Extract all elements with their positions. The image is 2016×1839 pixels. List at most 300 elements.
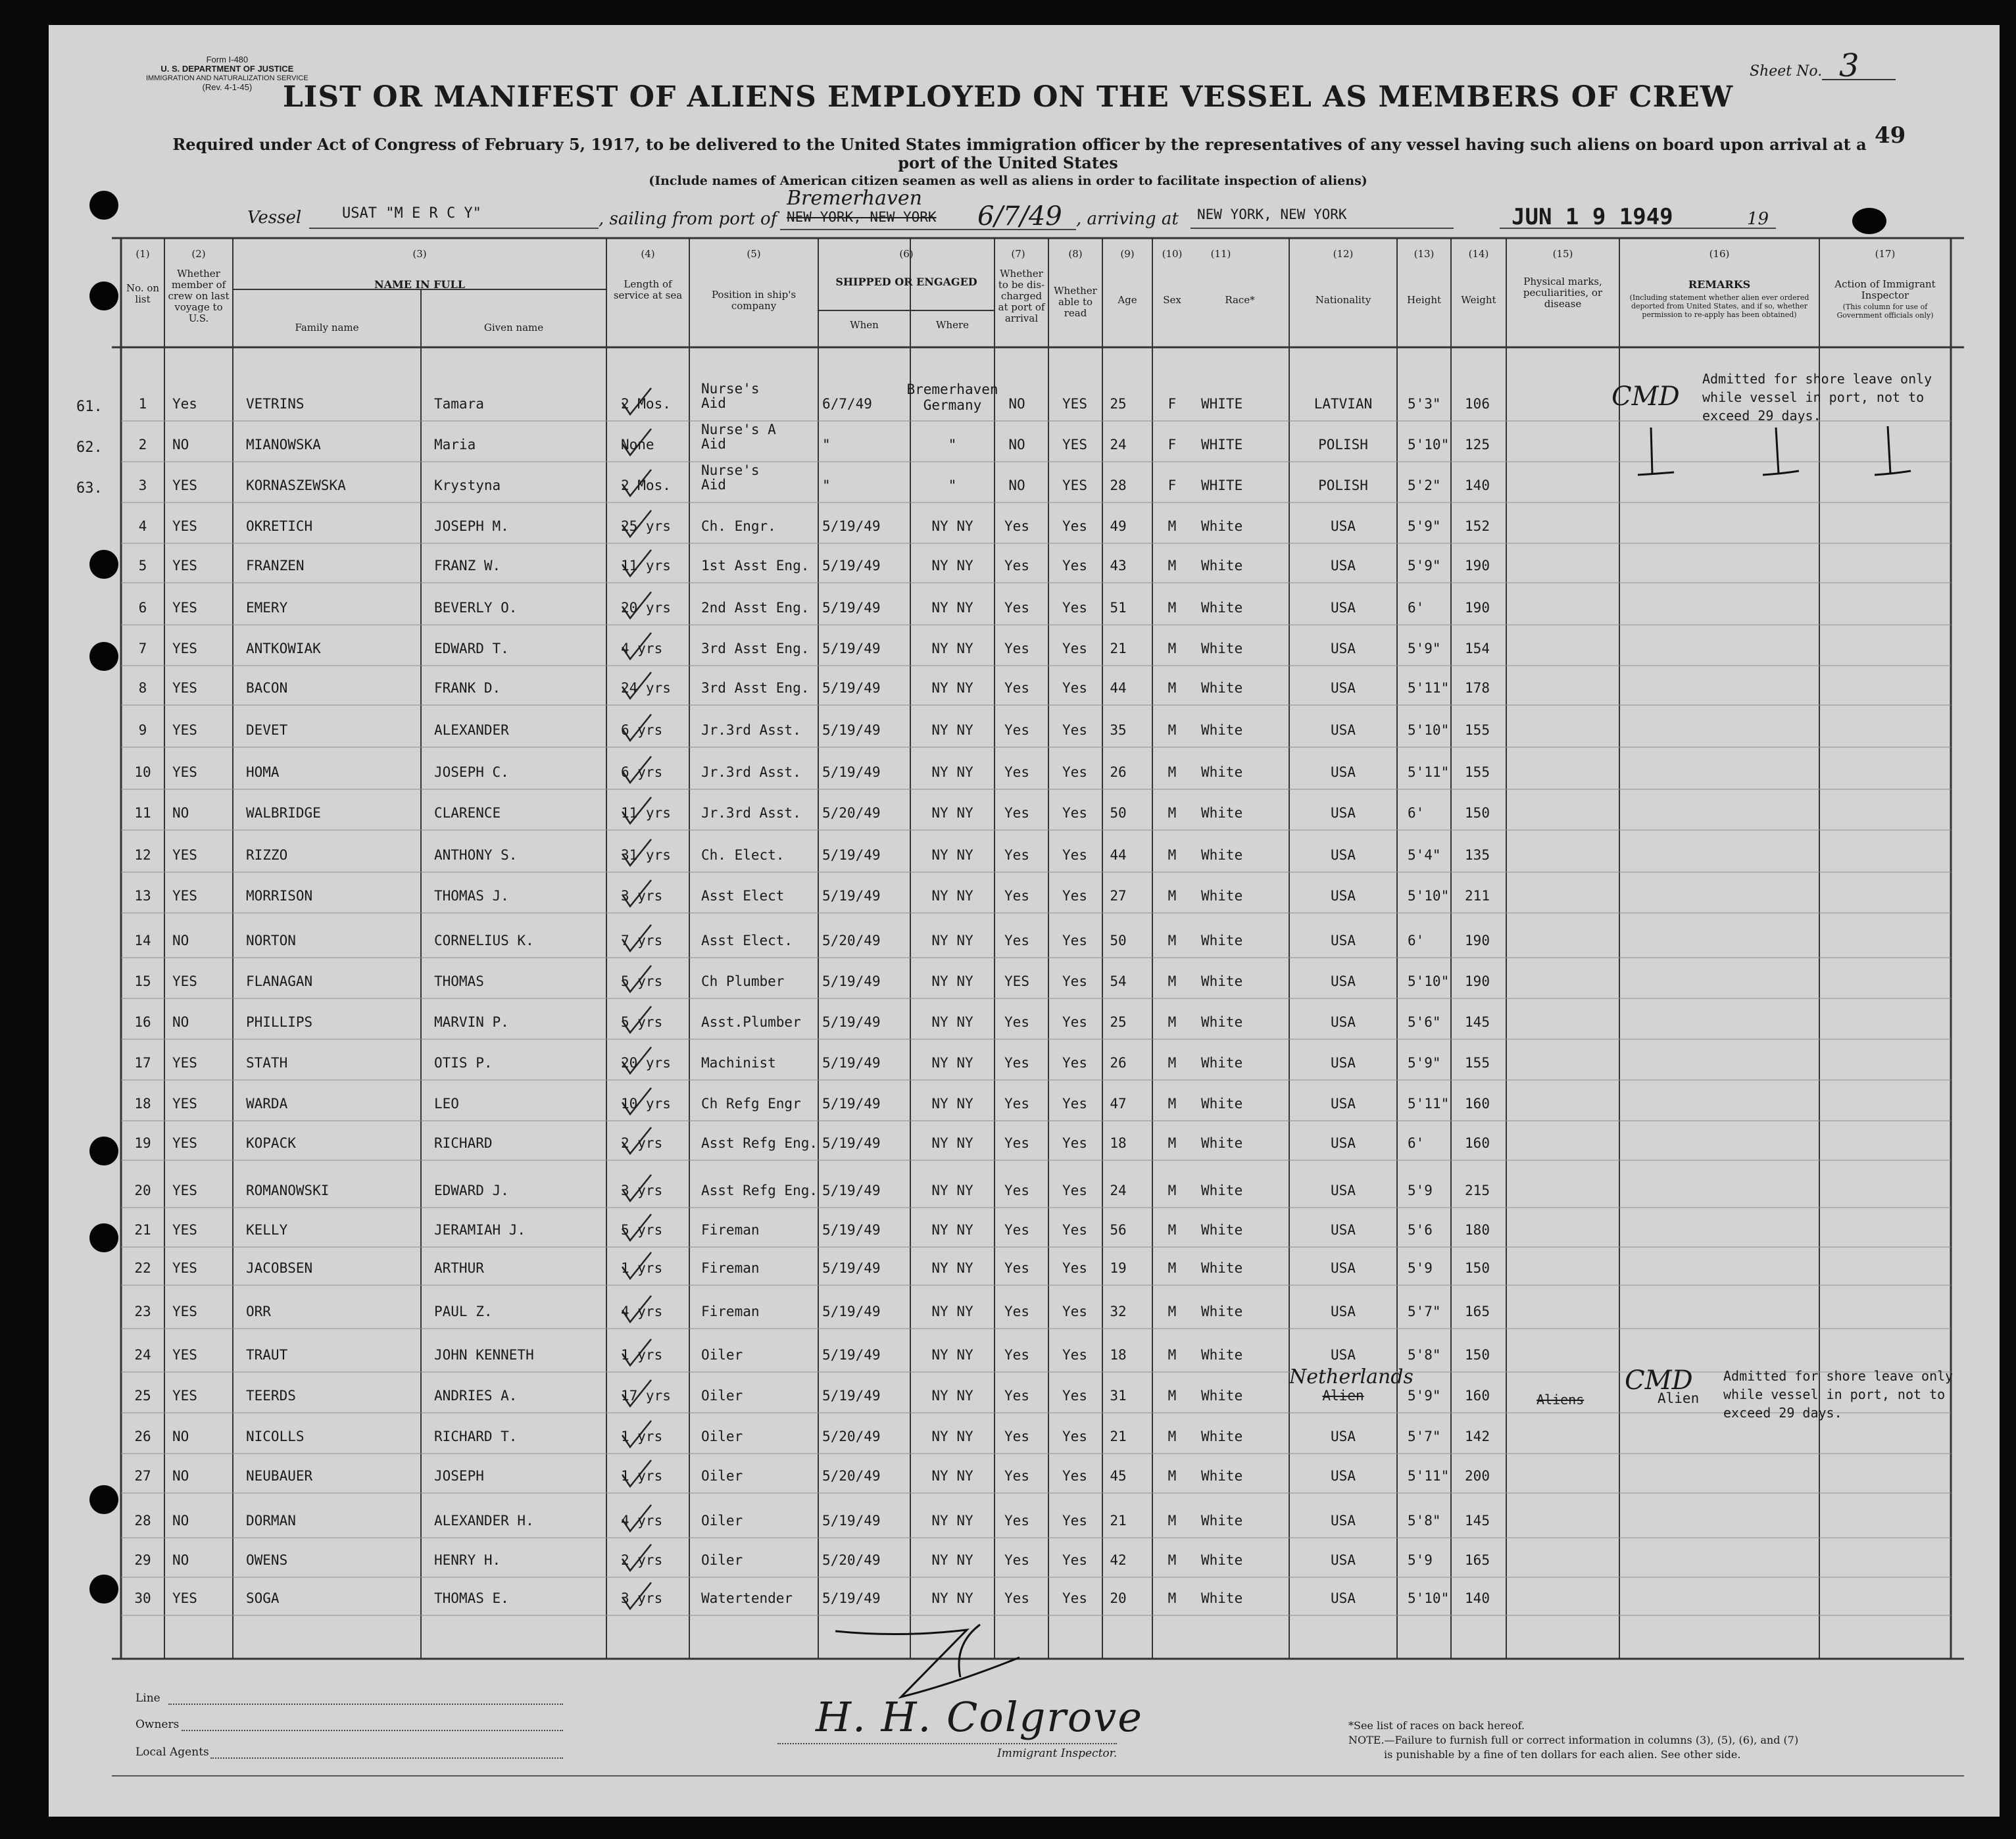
cell-discharged: Yes [1004, 1590, 1029, 1606]
cell-prev: YES [172, 1260, 197, 1276]
cell-no: 26 [134, 1429, 151, 1444]
cell-service: 24 yrs [621, 680, 671, 696]
cell-age: 49 [1110, 518, 1127, 534]
cell-height: 5'6" [1408, 1014, 1441, 1030]
cell-nationality: POLISH [1318, 478, 1368, 493]
cell-service: 1 yrs [621, 1468, 663, 1484]
cell-nationality: USA [1331, 973, 1356, 989]
cell-when: 5/19/49 [822, 722, 881, 738]
cell-nationality: USA [1331, 1135, 1356, 1151]
cell-discharged: Yes [1004, 518, 1029, 534]
cell-height: 5'11" [1408, 680, 1450, 696]
cell-no: 1 [138, 396, 147, 412]
cell-given: FRANK D. [434, 680, 501, 696]
cell-prev: YES [172, 1183, 197, 1198]
cell-weight: 165 [1465, 1552, 1490, 1568]
line-label: Line [135, 1692, 160, 1705]
cell-position: Ch. Elect. [701, 847, 785, 863]
cell-where: NY NY [931, 1347, 973, 1363]
cell-prev: YES [172, 888, 197, 904]
cell-discharged: Yes [1004, 600, 1029, 616]
cell-service: None [621, 437, 654, 453]
column-number: (10) [1162, 248, 1183, 260]
cell-nationality: USA [1331, 1513, 1356, 1529]
cell-prev: NO [172, 437, 189, 453]
cell-given: EDWARD T. [434, 641, 509, 656]
cell-age: 21 [1110, 1513, 1127, 1529]
margin-number: 62. [76, 439, 103, 456]
cell-sex: F [1168, 437, 1177, 453]
cell-sex: M [1168, 1183, 1177, 1198]
cell-weight: 150 [1465, 1347, 1490, 1363]
department: U. S. DEPARTMENT OF JUSTICE [160, 64, 294, 74]
cell-given: JOSEPH C. [434, 764, 509, 780]
cell-position: Fireman [701, 1304, 760, 1319]
cell-no: 2 [138, 437, 147, 453]
header-family-name: Family name [295, 322, 359, 333]
cell-prev: YES [172, 1347, 197, 1363]
cell-weight: 178 [1465, 680, 1490, 696]
cell-discharged: Yes [1004, 1014, 1029, 1030]
cell-no: 3 [138, 478, 147, 493]
cell-family: DEVET [246, 722, 288, 738]
column-number: (6) [899, 248, 914, 260]
cell-weight: 145 [1465, 1513, 1490, 1529]
cell-family: JACOBSEN [246, 1260, 313, 1276]
cell-where: NY NY [931, 1183, 973, 1198]
header-when: When [850, 319, 879, 331]
cell-position: 1st Asst Eng. [701, 558, 810, 574]
cell-read: Yes [1062, 1388, 1087, 1404]
cell-discharged: Yes [1004, 1468, 1029, 1484]
header-remarks-sub: (Including statement whether alien ever ordered deported from United States, and if so, whether permission to re-apply has been obtained) [1629, 293, 1809, 319]
cell-height: 6' [1408, 1135, 1425, 1151]
cell-sex: M [1168, 1513, 1177, 1529]
header-height: Height [1406, 294, 1442, 306]
cell-family: WARDA [246, 1096, 288, 1112]
inspector-label: Immigrant Inspector. [997, 1747, 1118, 1760]
cell-discharged: Yes [1004, 1135, 1029, 1151]
cell-prev: YES [172, 1135, 197, 1151]
cell-family: SOGA [246, 1590, 280, 1606]
cell-family: FRANZEN [246, 558, 305, 574]
cell-age: 56 [1110, 1222, 1127, 1238]
cell-weight: 160 [1465, 1135, 1490, 1151]
cell-no: 21 [134, 1222, 151, 1238]
port-handwritten: Bremerhaven [787, 187, 922, 210]
cell-age: 50 [1110, 805, 1127, 821]
cell-when: 5/19/49 [822, 1222, 881, 1238]
cell-height: 5'9" [1408, 518, 1441, 534]
cell-when: 5/19/49 [822, 973, 881, 989]
cell-given: LEO [434, 1096, 459, 1112]
cell-where: NY NY [931, 1513, 973, 1529]
cell-discharged: Yes [1004, 1096, 1029, 1112]
cell-height: 5'9" [1408, 1055, 1441, 1071]
cell-nationality: USA [1331, 1260, 1356, 1276]
cell-nationality: USA [1331, 722, 1356, 738]
cell-nationality: USA [1331, 600, 1356, 616]
cell-weight: 106 [1465, 396, 1490, 412]
cell-age: 25 [1110, 1014, 1127, 1030]
cell-service: 7 yrs [621, 933, 663, 948]
cell-race: White [1201, 1260, 1243, 1276]
cell-age: 28 [1110, 478, 1127, 493]
cell-age: 43 [1110, 558, 1127, 574]
cell-given: Krystyna [434, 478, 501, 493]
cell-prev: NO [172, 1552, 189, 1568]
cell-where: NY NY [931, 600, 973, 616]
cell-prev: YES [172, 973, 197, 989]
cell-where: NY NY [931, 1304, 973, 1319]
cell-discharged: Yes [1004, 1513, 1029, 1529]
cell-family: TRAUT [246, 1347, 288, 1363]
cell-when: 5/20/49 [822, 1429, 881, 1444]
cell-where: NY NY [931, 1014, 973, 1030]
cell-race: White [1201, 558, 1243, 574]
cell-service: 10 yrs [621, 1096, 671, 1112]
header-discharged: Whether to be dis-charged at port of arrival [998, 268, 1045, 324]
cell-sex: M [1168, 558, 1177, 574]
cell-nationality: USA [1331, 1304, 1356, 1319]
remarks-line: while vessel in port, not to [1702, 389, 1925, 405]
cell-position: Oiler [701, 1388, 743, 1404]
nationality-handwritten: Netherlands [1289, 1365, 1414, 1388]
cell-given: JOSEPH M. [434, 518, 509, 534]
cell-age: 18 [1110, 1347, 1127, 1363]
cell-height: 5'10" [1408, 973, 1450, 989]
cell-given: CORNELIUS K. [434, 933, 534, 948]
sailing-label: , sailing from port of [599, 209, 777, 229]
cell-service: 2 yrs [621, 1552, 663, 1568]
cell-when: 5/20/49 [822, 805, 881, 821]
cell-service: 1 yrs [621, 1429, 663, 1444]
cell-prev: NO [172, 1429, 189, 1444]
cell-age: 25 [1110, 396, 1127, 412]
cell-no: 19 [134, 1135, 151, 1151]
physical-marks-struck: Aliens [1537, 1392, 1585, 1408]
cell-given: MARVIN P. [434, 1014, 509, 1030]
cell-race: White [1201, 1055, 1243, 1071]
cell-position: 3rd Asst Eng. [701, 641, 810, 656]
cell-service: 2 Mos. [621, 396, 671, 412]
cell-discharged: Yes [1004, 1260, 1029, 1276]
cell-sex: M [1168, 933, 1177, 948]
cell-position: Oiler [701, 1429, 743, 1444]
column-number: (4) [641, 248, 655, 260]
cell-where: NY NY [931, 722, 973, 738]
cell-position: Asst Elect. [701, 933, 793, 948]
cell-race: White [1201, 1590, 1243, 1606]
cell-given: EDWARD J. [434, 1183, 509, 1198]
cell-sex: M [1168, 518, 1177, 534]
cell-when: 5/20/49 [822, 933, 881, 948]
cell-height: 5'10" [1408, 1590, 1450, 1606]
cell-given: JERAMIAH J. [434, 1222, 526, 1238]
cell-race: WHITE [1201, 478, 1243, 493]
cell-nationality: USA [1331, 1347, 1356, 1363]
cell-read: Yes [1062, 888, 1087, 904]
cell-position: Nurse's Aid [701, 381, 760, 411]
cell-position: 3rd Asst Eng. [701, 680, 810, 696]
cell-read: Yes [1062, 1260, 1087, 1276]
cell-position: Oiler [701, 1513, 743, 1529]
cell-age: 20 [1110, 1590, 1127, 1606]
cell-discharged: Yes [1004, 722, 1029, 738]
header-no-on-list: No. on list [126, 282, 160, 305]
cell-where: " [948, 437, 957, 453]
cell-no: 24 [134, 1347, 151, 1363]
cell-race: White [1201, 973, 1243, 989]
inspector-signature: H. H. Colgrove [816, 1693, 1143, 1741]
cell-read: YES [1062, 478, 1087, 493]
cell-family: RIZZO [246, 847, 288, 863]
note-penalty-2: is punishable by a fine of ten dollars for each alien. See other side. [1384, 1748, 1741, 1761]
cell-sex: M [1168, 764, 1177, 780]
cell-position: Asst Refg Eng. [701, 1135, 818, 1151]
cell-no: 8 [138, 680, 147, 696]
cell-no: 28 [134, 1513, 151, 1529]
cell-nationality: USA [1331, 933, 1356, 948]
cell-prev: YES [172, 478, 197, 493]
cell-no: 22 [134, 1260, 151, 1276]
cell-height: 5'11" [1408, 1096, 1450, 1112]
cell-where: NY NY [931, 680, 973, 696]
cell-prev: YES [172, 1590, 197, 1606]
cell-when: 5/19/49 [822, 1513, 881, 1529]
cell-position: Oiler [701, 1552, 743, 1568]
cell-prev: YES [172, 847, 197, 863]
cell-given: ARTHUR [434, 1260, 484, 1276]
cell-family: EMERY [246, 600, 288, 616]
cell-age: 35 [1110, 722, 1127, 738]
note-penalty-1: NOTE.—Failure to furnish full or correct information in columns (3), (5), (6), and (7) [1348, 1734, 1799, 1746]
cell-read: Yes [1062, 847, 1087, 863]
cell-race: WHITE [1201, 396, 1243, 412]
cell-nationality: USA [1331, 1222, 1356, 1238]
cell-race: White [1201, 1096, 1243, 1112]
column-number: (3) [412, 248, 427, 260]
cell-discharged: Yes [1004, 764, 1029, 780]
cell-height: 5'9 [1408, 1183, 1433, 1198]
cell-where: NY NY [931, 973, 973, 989]
cell-prev: YES [172, 1055, 197, 1071]
cell-age: 24 [1110, 437, 1127, 453]
cell-weight: 155 [1465, 764, 1490, 780]
cell-given: PAUL Z. [434, 1304, 493, 1319]
column-number: (11) [1210, 248, 1231, 260]
cell-age: 51 [1110, 600, 1127, 616]
remarks-line: while vessel in port, not to [1723, 1386, 1946, 1402]
cell-nationality: USA [1331, 1183, 1356, 1198]
cell-race: White [1201, 1468, 1243, 1484]
cell-service: 17 yrs [621, 1388, 671, 1404]
cell-prev: YES [172, 518, 197, 534]
cell-height: 5'2" [1408, 478, 1441, 493]
cell-age: 19 [1110, 1260, 1127, 1276]
cell-age: 44 [1110, 847, 1127, 863]
cell-prev: YES [172, 680, 197, 696]
cell-read: Yes [1062, 1096, 1087, 1112]
cell-height: 6' [1408, 600, 1425, 616]
handwritten-ditto-marks [1618, 421, 1960, 493]
header-action-sub: (This column for use of Government officials only) [1836, 303, 1934, 320]
cell-where: NY NY [931, 1096, 973, 1112]
cell-no: 23 [134, 1304, 151, 1319]
cell-read: Yes [1062, 1429, 1087, 1444]
cell-weight: 135 [1465, 847, 1490, 863]
cell-service: 3 yrs [621, 1183, 663, 1198]
cell-when: 5/20/49 [822, 1468, 881, 1484]
cell-position: Jr.3rd Asst. [701, 722, 801, 738]
cell-service: 4 yrs [621, 641, 663, 656]
cell-given: RICHARD [434, 1135, 493, 1151]
owners-field [182, 1730, 563, 1731]
cell-family: NEUBAUER [246, 1468, 313, 1484]
cell-no: 10 [134, 764, 151, 780]
cell-sex: M [1168, 847, 1177, 863]
arriving-label: , arriving at [1076, 209, 1179, 229]
cell-age: 26 [1110, 1055, 1127, 1071]
cell-discharged: Yes [1004, 1429, 1029, 1444]
vessel-label: Vessel [247, 208, 302, 228]
cell-nationality: USA [1331, 641, 1356, 656]
cell-height: 5'3" [1408, 396, 1441, 412]
cell-when: 5/19/49 [822, 1055, 881, 1071]
cell-weight: 142 [1465, 1429, 1490, 1444]
cell-read: YES [1062, 396, 1087, 412]
cell-position: Asst Elect [701, 888, 785, 904]
cell-no: 27 [134, 1468, 151, 1484]
year-label: 19 [1747, 209, 1769, 229]
cell-no: 7 [138, 641, 147, 656]
cell-service: 3 yrs [621, 1590, 663, 1606]
cell-age: 26 [1110, 764, 1127, 780]
cell-when: 5/19/49 [822, 680, 881, 696]
cell-height: 5'8" [1408, 1347, 1441, 1363]
cell-where: NY NY [931, 641, 973, 656]
cell-family: ORR [246, 1304, 271, 1319]
cell-race: White [1201, 518, 1243, 534]
cell-position: Jr.3rd Asst. [701, 805, 801, 821]
cell-position: Nurse's Aid [701, 462, 760, 493]
margin-number: 63. [76, 480, 103, 497]
cell-given: ANTHONY S. [434, 847, 518, 863]
cell-sex: M [1168, 680, 1177, 696]
cell-weight: 190 [1465, 933, 1490, 948]
cell-family: FLANAGAN [246, 973, 313, 989]
cell-age: 44 [1110, 680, 1127, 696]
cell-nationality: USA [1331, 847, 1356, 863]
header-remarks: REMARKS [1688, 278, 1751, 291]
cell-where: NY NY [931, 1468, 973, 1484]
remarks-row25 [1723, 1367, 1953, 1422]
cell-sex: M [1168, 1347, 1177, 1363]
cell-sex: M [1168, 1590, 1177, 1606]
cell-where: " [948, 478, 957, 493]
cell-prev: YES [172, 1304, 197, 1319]
cell-nationality: USA [1331, 1055, 1356, 1071]
cell-position: Nurse's A Aid [701, 422, 776, 452]
cell-height: 5'11" [1408, 1468, 1450, 1484]
note-races: *See list of races on back hereof. [1348, 1719, 1525, 1732]
cell-when: 5/19/49 [822, 1347, 881, 1363]
cell-race: White [1201, 1222, 1243, 1238]
cell-height: 5'7" [1408, 1304, 1441, 1319]
cell-sex: M [1168, 1552, 1177, 1568]
cell-race: White [1201, 1347, 1243, 1363]
cell-height: 6' [1408, 933, 1425, 948]
cell-race: White [1201, 1135, 1243, 1151]
cell-nationality: USA [1331, 1014, 1356, 1030]
cell-prev: YES [172, 558, 197, 574]
cell-nationality: USA [1331, 1590, 1356, 1606]
cell-prev: YES [172, 641, 197, 656]
cell-given: ALEXANDER H. [434, 1513, 534, 1529]
cell-race: White [1201, 680, 1243, 696]
column-number: (5) [747, 248, 761, 260]
cell-discharged: Yes [1004, 1347, 1029, 1363]
subtitle-2: port of the United States [898, 153, 1118, 172]
cell-where: NY NY [931, 1429, 973, 1444]
remarks-row1 [1702, 370, 1932, 425]
cell-nationality: Alien [1322, 1388, 1364, 1404]
cell-read: Yes [1062, 1590, 1087, 1606]
cell-discharged: Yes [1004, 805, 1029, 821]
cell-when: 5/19/49 [822, 600, 881, 616]
cell-weight: 215 [1465, 1183, 1490, 1198]
cell-discharged: Yes [1004, 1222, 1029, 1238]
column-number: (14) [1468, 248, 1489, 260]
cell-no: 17 [134, 1055, 151, 1071]
cell-height: 5'9" [1408, 558, 1441, 574]
cell-age: 27 [1110, 888, 1127, 904]
cell-family: NICOLLS [246, 1429, 305, 1444]
cell-read: Yes [1062, 933, 1087, 948]
header-name-in-full: NAME IN FULL [374, 278, 465, 291]
cell-race: White [1201, 1304, 1243, 1319]
cell-height: 5'10" [1408, 437, 1450, 453]
cell-read: Yes [1062, 518, 1087, 534]
cell-height: 5'9" [1408, 641, 1441, 656]
cell-prev: YES [172, 764, 197, 780]
header-race: Race* [1225, 294, 1255, 306]
cell-prev: NO [172, 1513, 189, 1529]
cell-when: 5/19/49 [822, 1183, 881, 1198]
cell-where: NY NY [931, 888, 973, 904]
cell-race: White [1201, 600, 1243, 616]
cell-service: 31 yrs [621, 847, 671, 863]
cell-where: NY NY [931, 1055, 973, 1071]
cell-service: 25 yrs [621, 518, 671, 534]
sheet-label: Sheet No. [1750, 63, 1823, 80]
revision: (Rev. 4-1-45) [202, 82, 253, 92]
cell-no: 16 [134, 1014, 151, 1030]
cell-sex: M [1168, 1096, 1177, 1112]
column-number: (16) [1709, 248, 1730, 260]
cell-no: 18 [134, 1096, 151, 1112]
cell-family: NORTON [246, 933, 296, 948]
cell-position: Ch. Engr. [701, 518, 776, 534]
cell-family: BACON [246, 680, 288, 696]
cell-where: NY NY [931, 558, 973, 574]
cell-no: 11 [134, 805, 151, 821]
cell-when: " [822, 478, 831, 493]
cell-family: HOMA [246, 764, 280, 780]
cell-race: White [1201, 1552, 1243, 1568]
cell-sex: M [1168, 1304, 1177, 1319]
cell-family: TEERDS [246, 1388, 296, 1404]
